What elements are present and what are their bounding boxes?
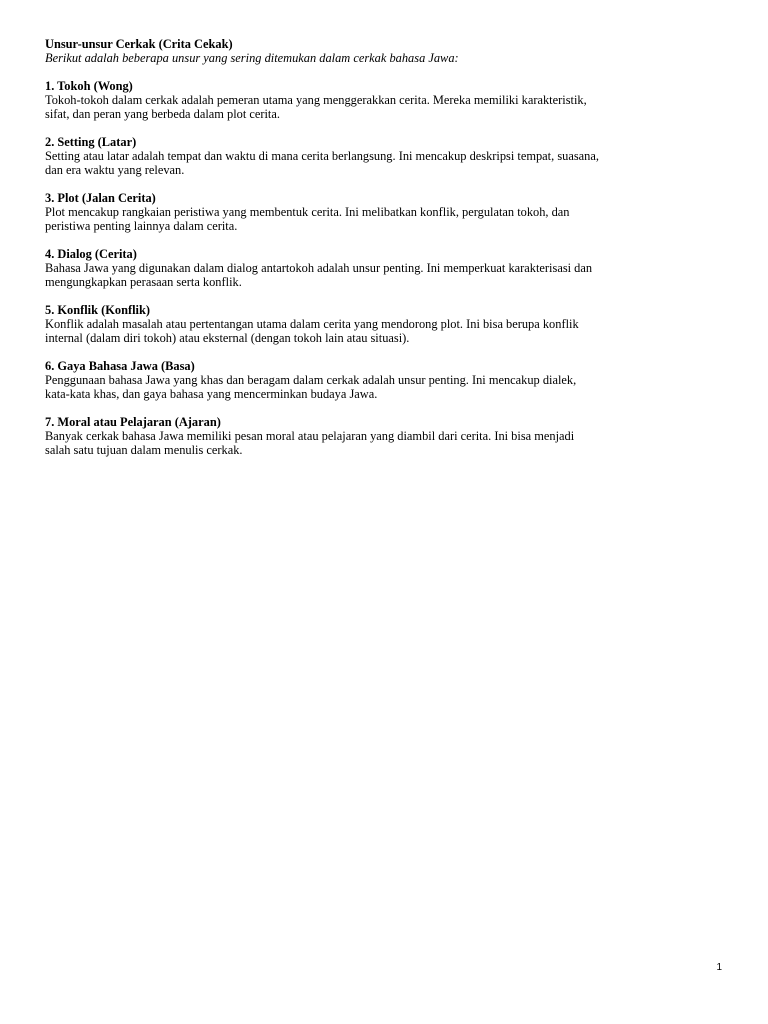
section-line: Setting atau latar adalah tempat dan waktu di mana cerita berlangsung. Ini mencakup deskripsi tempat, suasana, xyxy=(45,149,599,163)
section-line: Penggunaan bahasa Jawa yang khas dan beragam dalam cerkak adalah unsur penting. Ini mencakup dialek, xyxy=(45,373,577,387)
section-konflik xyxy=(45,303,735,345)
section-line: Bahasa Jawa yang digunakan dalam dialog antartokoh adalah unsur penting. Ini memperkuat karakterisasi dan xyxy=(45,261,593,275)
section-heading: 2. Setting (Latar) xyxy=(45,135,137,149)
section-line: salah satu tujuan dalam menulis cerkak. xyxy=(45,443,243,457)
section-body xyxy=(45,317,735,345)
section-moral xyxy=(45,415,735,457)
section-line: Konflik adalah masalah atau pertentangan utama dalam cerita yang mendorong plot. Ini bisa berupa konflik xyxy=(45,317,579,331)
section-line: Plot mencakup rangkaian peristiwa yang membentuk cerita. Ini melibatkan konflik, pergulatan tokoh, dan xyxy=(45,205,570,219)
section-heading: 1. Tokoh (Wong) xyxy=(45,79,133,93)
section-heading: 3. Plot (Jalan Cerita) xyxy=(45,191,156,205)
section-line: mengungkapkan perasaan serta konflik. xyxy=(45,275,242,289)
document-content xyxy=(45,37,735,471)
section-heading: 7. Moral atau Pelajaran (Ajaran) xyxy=(45,415,221,429)
section-line: internal (dalam diri tokoh) atau eksternal (dengan tokoh lain atau situasi). xyxy=(45,331,410,345)
section-line: dan era waktu yang relevan. xyxy=(45,163,185,177)
section-setting xyxy=(45,135,735,177)
section-gaya-bahasa xyxy=(45,359,735,401)
section-heading: 4. Dialog (Cerita) xyxy=(45,247,137,261)
section-line: peristiwa penting lainnya dalam cerita. xyxy=(45,219,238,233)
section-plot xyxy=(45,191,735,233)
section-line: Banyak cerkak bahasa Jawa memiliki pesan moral atau pelajaran yang diambil dari cerita. Ini bisa menjadi xyxy=(45,429,575,443)
section-body xyxy=(45,373,735,401)
document-intro: Berikut adalah beberapa unsur yang sering ditemukan dalam cerkak bahasa Jawa: xyxy=(45,51,459,65)
section-line: Tokoh-tokoh dalam cerkak adalah pemeran utama yang menggerakkan cerita. Mereka memiliki karakteristik, xyxy=(45,93,587,107)
section-heading: 6. Gaya Bahasa Jawa (Basa) xyxy=(45,359,195,373)
section-body xyxy=(45,261,735,289)
section-body xyxy=(45,429,735,457)
section-line: kata-kata khas, dan gaya bahasa yang mencerminkan budaya Jawa. xyxy=(45,387,378,401)
section-dialog xyxy=(45,247,735,289)
section-body xyxy=(45,149,735,177)
document-title: Unsur-unsur Cerkak (Crita Cekak) xyxy=(45,37,233,51)
section-body xyxy=(45,93,735,121)
section-heading: 5. Konflik (Konflik) xyxy=(45,303,150,317)
section-tokoh xyxy=(45,79,735,121)
section-line: sifat, dan peran yang berbeda dalam plot cerita. xyxy=(45,107,280,121)
page-number: 1 xyxy=(716,962,722,973)
section-body xyxy=(45,205,735,233)
